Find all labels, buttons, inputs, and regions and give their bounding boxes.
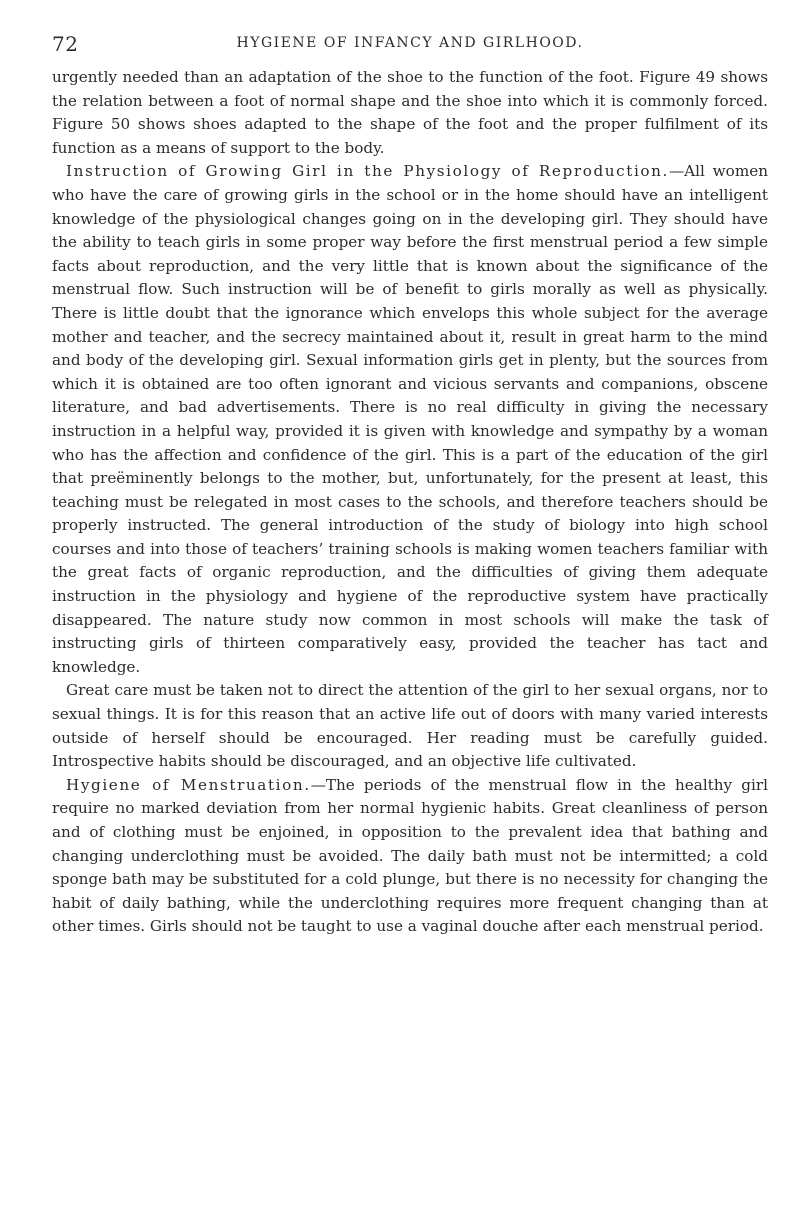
paragraph-shoes bbox=[52, 66, 768, 160]
paragraph-instruction bbox=[52, 160, 768, 679]
paragraph-great-care bbox=[52, 679, 768, 773]
paragraph-text: —All women who have the care of growing girls in the school or in the home should have an intelligent knowledge of the physiological changes going on in the developing girl. They should have the ability to teach girls in some proper way before the first menstrual period a few simple facts about reproduction, and the very little that is known about the significance of the menstrual flow. Such instruction will be of benefit to girls morally as well as physically. There is little doubt that the ignorance which envelops this whole subject for the average mother and teacher, and the secrecy maintained about it, result in great harm to the mind and body of the developing girl. Sexual information girls get in plenty, but the sources from which it is obtained are too often ignorant and vicious servants and companions, obscene literature, and bad advertisements. There is no real difficulty in giving the necessary instruction in a helpful way, provided it is given with knowledge and sympathy by a woman who has the affection and confidence of the girl. This is a part of the education of the girl that preëminently belongs to the mother, but, unfortunately, for the present at least, this teaching must be relegated in most cases to the schools, and therefore teachers should be properly instructed. The general introduction of the study of biology into high school courses and into those of teachers’ training schools is making women teachers familiar with the great facts of organic reproduction, and the difficulties of giving them adequate instruction in the physiology and hygiene of the reproductive system have practically disappeared. The nature study now common in most schools will make the task of instructing girls of thirteen comparatively easy, provided the teacher has tact and knowledge. bbox=[52, 162, 768, 676]
page-body bbox=[52, 66, 768, 939]
running-head: HYGIENE OF INFANCY AND GIRLHOOD. bbox=[236, 35, 584, 51]
book-page bbox=[52, 32, 768, 939]
section-heading-instruction: Instruction of Growing Girl in the Physiology of Reproduction. bbox=[66, 162, 669, 181]
paragraph-text: urgently needed than an adaptation of the shoe to the function of the foot. Figure 49 shows the relation between a foot of normal shape and the shoe into which it is commonly forced. Figure 50 shows shoes adapted to the shape of the foot and the proper fulfilment of its function as a means of support to the body. bbox=[52, 68, 768, 157]
paragraph-menstruation bbox=[52, 774, 768, 939]
page-number: 72 bbox=[52, 32, 79, 56]
page-header bbox=[52, 32, 768, 56]
section-heading-menstruation: Hygiene of Menstruation. bbox=[66, 775, 311, 794]
paragraph-text: Great care must be taken not to direct the attention of the girl to her sexual organs, nor to sexual things. It is for this reason that an active life out of doors with many varied interests outside of herself should be encouraged. Her reading must be carefully guided. Introspective habits should be discouraged, and an objective life cultivated. bbox=[52, 681, 768, 771]
paragraph-text: —The periods of the menstrual flow in the healthy girl require no marked deviation from her normal hygienic habits. Great cleanliness of person and of clothing must be enjoined, in opposition to the prevalent idea that bathing and changing underclothing must be avoided. The daily bath must not be intermitted; a cold sponge bath may be substituted for a cold plunge, but there is no necessity for changing the habit of daily bathing, while the underclothing requires more frequent changing than at other times. Girls should not be taught to use a vaginal douche after each menstrual period. bbox=[52, 775, 769, 936]
